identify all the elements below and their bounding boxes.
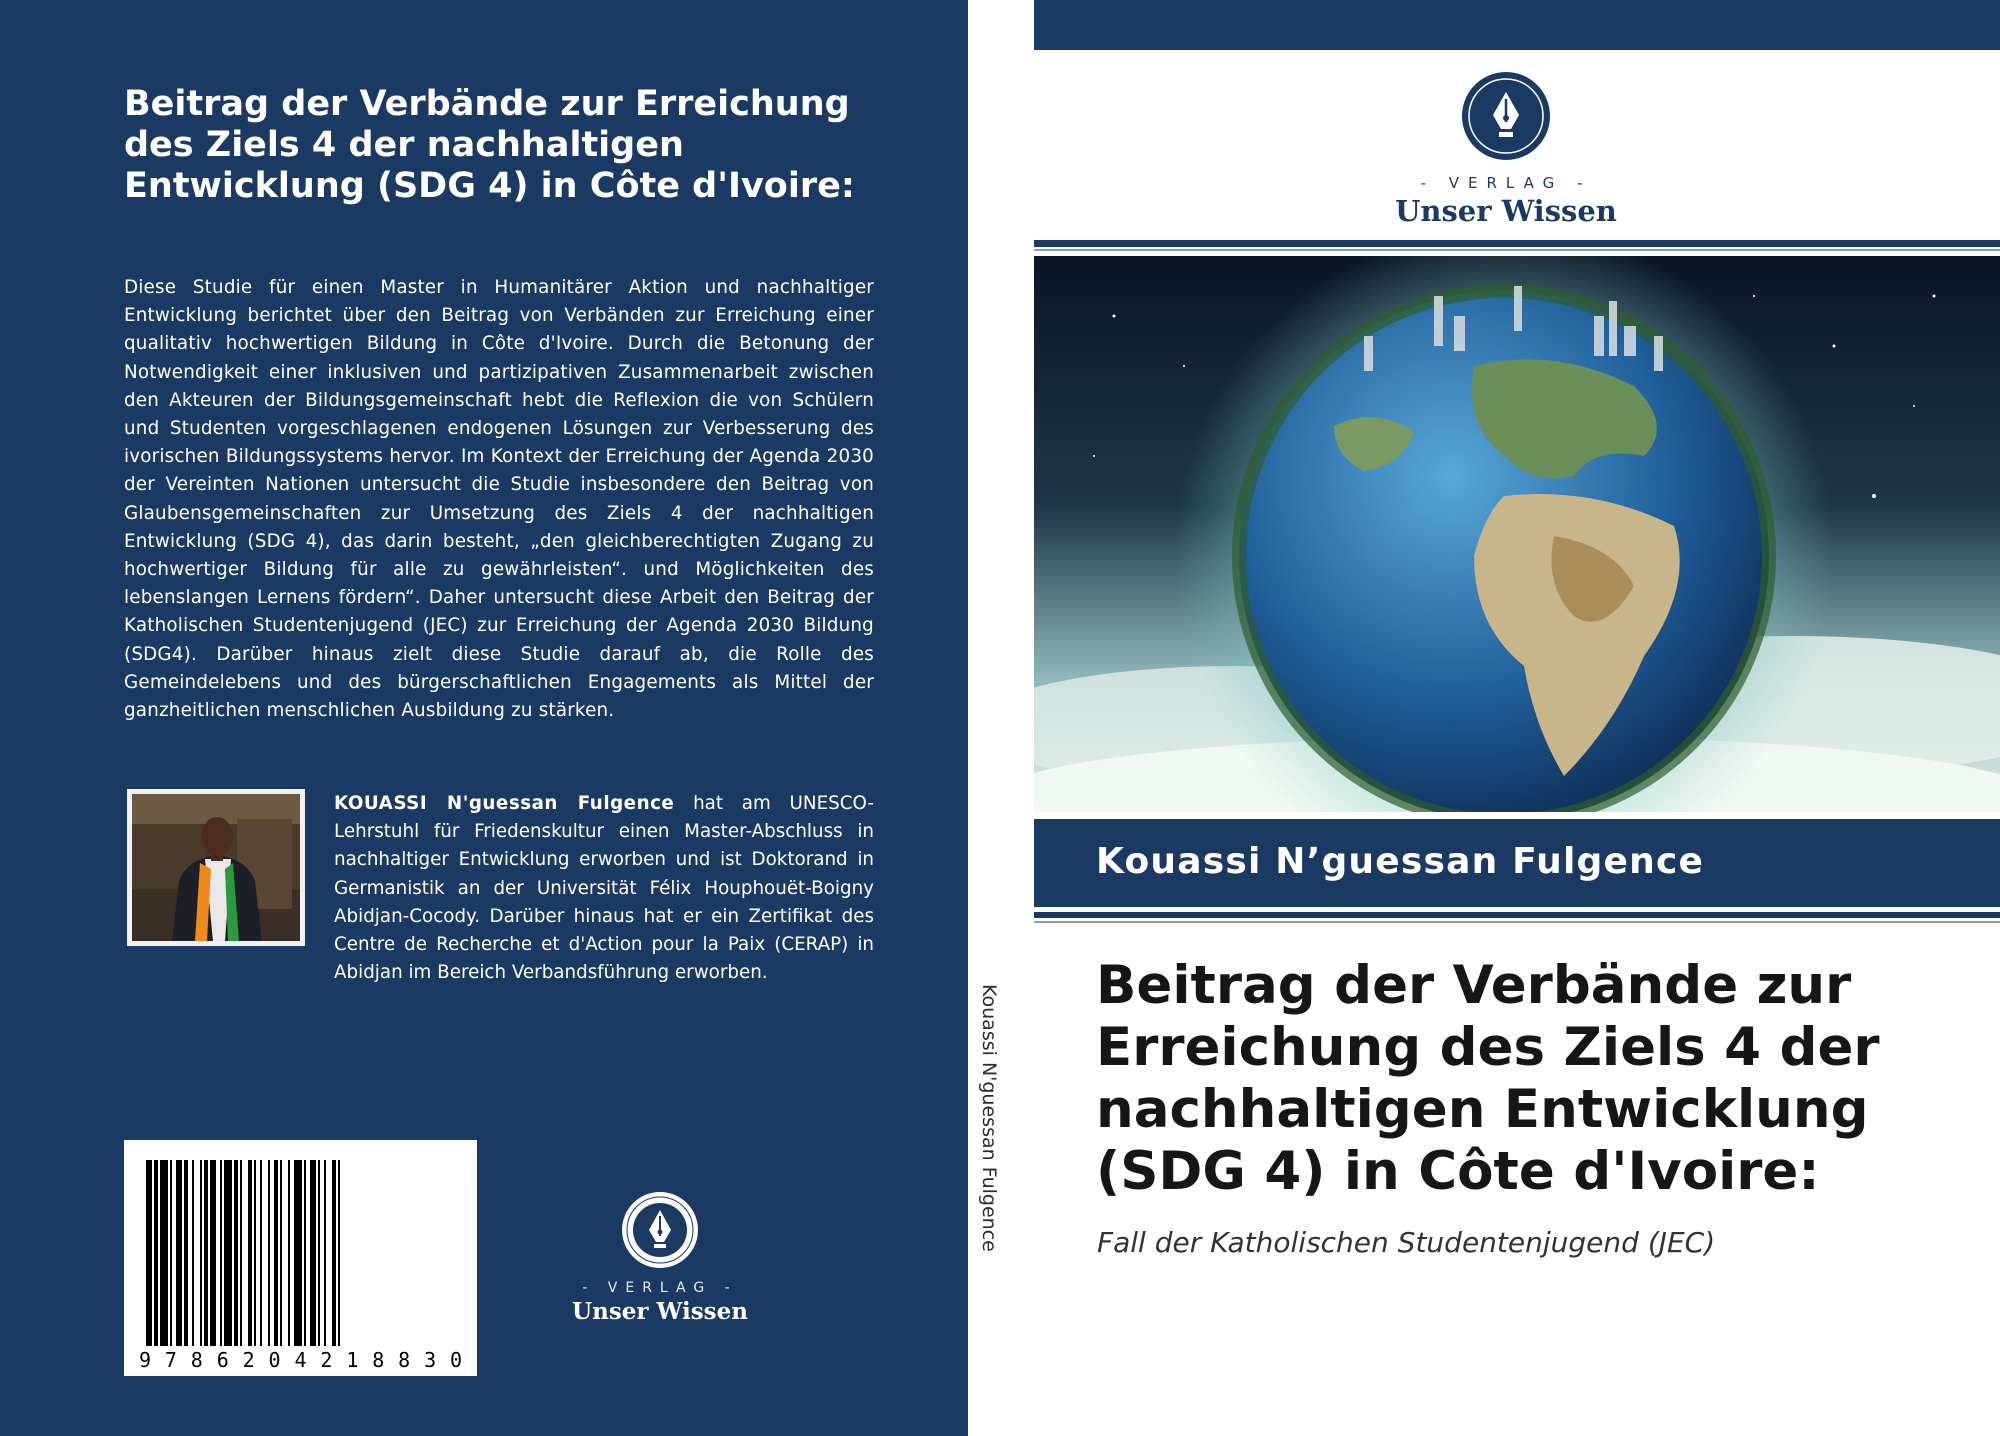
- barcode-bar: [224, 1160, 232, 1346]
- isbn-barcode: [124, 1140, 477, 1376]
- publisher-verlag-label: - VERLAG -: [582, 1280, 738, 1296]
- isbn-digit: 8: [372, 1348, 385, 1372]
- barcode-bar: [200, 1160, 202, 1346]
- isbn-digit: 2: [242, 1348, 255, 1372]
- barcode-bar: [192, 1160, 194, 1346]
- barcode-bar: [160, 1160, 168, 1346]
- cover-globe-image: [1034, 256, 2000, 816]
- isbn-digit: 8: [190, 1348, 203, 1372]
- back-cover-title: Beitrag der Verbände zur Erreichung des Ziels 4 der nachhaltigen Entwicklung (SDG 4) in Côte d'Ivoire:: [124, 84, 855, 206]
- back-publisher-logo: [560, 1190, 760, 1325]
- isbn-digit: 2: [320, 1348, 333, 1372]
- barcode-bar: [294, 1160, 302, 1346]
- front-cover-title: Beitrag der Verbände zur Erreichung des Ziels 4 der nachhaltigen Entwicklung (SDG 4) in Côte d'Ivoire:: [1096, 955, 1880, 1202]
- isbn-digit: 9: [138, 1348, 151, 1372]
- barcode-bar: [338, 1160, 340, 1346]
- front-author-name: Kouassi N’guessan Fulgence: [1096, 841, 1705, 882]
- barcode-bar: [146, 1160, 152, 1346]
- author-photo: [127, 789, 305, 946]
- spine-author: Kouassi N'guessan Fulgence: [978, 984, 1000, 1252]
- barcode-bar: [204, 1160, 208, 1346]
- publisher-name: Unser Wissen: [572, 1298, 748, 1325]
- barcode-bar: [248, 1160, 252, 1346]
- barcode-bar: [176, 1160, 182, 1346]
- isbn-digit: 7: [164, 1348, 177, 1372]
- barcode-bars: [124, 1140, 477, 1376]
- barcode-bar: [288, 1160, 290, 1346]
- publisher-verlag-label: - VERLAG -: [1420, 174, 1592, 192]
- barcode-bar: [220, 1160, 222, 1346]
- top-divider: [1034, 240, 2000, 247]
- isbn-number: [124, 1348, 477, 1372]
- barcode-bar: [324, 1160, 326, 1346]
- author-bio-text: hat am UNESCO-Lehrstuhl für Friedenskultur einen Master-Abschluss in nachhaltiger Entwicklung erworben und ist Doktorand in Germanistik an der Universität Félix Houphouët-Boigny Abidjan-Cocody. Darüber hinaus hat er ein Zertifikat des Centre de Recherche et d'Action pour la Paix (CERAP) in Abidjan im Bereich Verbandsführung erworben.: [334, 793, 874, 984]
- barcode-bar: [154, 1160, 158, 1346]
- front-author-band: [1034, 819, 2000, 907]
- barcode-bar: [274, 1160, 278, 1346]
- author-bio: [334, 790, 874, 987]
- barcode-bar: [184, 1160, 188, 1346]
- isbn-digit: 1: [346, 1348, 359, 1372]
- isbn-digit: 0: [450, 1348, 463, 1372]
- barcode-bar: [240, 1160, 242, 1346]
- top-divider-thin: [1034, 249, 2000, 251]
- barcode-bar: [280, 1160, 282, 1346]
- publisher-seal-icon: [1460, 70, 1552, 162]
- image-bottom-gap: [1034, 812, 2000, 816]
- back-cover-blurb: Diese Studie für einen Master in Humanitärer Aktion und nachhaltiger Entwicklung berichtet über den Beitrag von Verbänden zur Erreichung einer qualitativ hochwertigen Bildung in Côte d'Ivoire. Durch die Betonung der Notwendigkeit einer inklusiven und partizipativen Zusammenarbeit zwischen den Akteuren der Bildungsgemeinschaft hebt die Reflexion die von Schülern und Studenten vorgeschlagenen endogenen Lösungen zur Verbesserung des ivorischen Bildungssystems hervor. Im Kontext der Erreichung der Agenda 2030 der Vereinten Nationen untersucht die Studie insbesondere den Beitrag von Glaubensgemeinschaften zur Umsetzung des Ziels 4 der nachhaltigen Entwicklung (SDG 4), das darin besteht, „den gleichberechtigten Zugang zu hochwertiger Bildung für alle zu gewährleisten“. und Möglichkeiten des lebenslangen Lernens fördern“. Daher untersucht diese Arbeit den Beitrag der Katholischen Studentenjugend (JEC) zur Erreichung der Agenda 2030 Bildung (SDG4). Darüber hinaus zielt diese Studie darauf ab, die Rolle des Gemeindelebens und des bürgerschaftlichen Engagements als Mittel der ganzheitlichen menschlichen Ausbildung zu stärken.: [124, 277, 874, 722]
- globe-illustration: [1034, 256, 2000, 816]
- barcode-bar: [332, 1160, 336, 1346]
- isbn-digit: 6: [216, 1348, 229, 1372]
- barcode-bar: [260, 1160, 262, 1346]
- front-top-bar: [1034, 0, 2000, 50]
- barcode-bar: [304, 1160, 306, 1346]
- author-portrait-image: [127, 789, 305, 946]
- barcode-bar: [310, 1160, 316, 1346]
- isbn-digit: 0: [268, 1348, 281, 1372]
- front-cover-subtitle: Fall der Katholischen Studentenjugend (JEC): [1097, 1226, 1716, 1259]
- bottom-divider: [1034, 912, 2000, 918]
- barcode-bar: [254, 1160, 256, 1346]
- author-bio-name: KOUASSI N'guessan Fulgence: [334, 793, 675, 814]
- isbn-digit: 4: [294, 1348, 307, 1372]
- barcode-bar: [170, 1160, 172, 1346]
- barcode-bar: [234, 1160, 238, 1346]
- barcode-bar: [318, 1160, 320, 1346]
- barcode-bar: [210, 1160, 216, 1346]
- isbn-digit: 8: [398, 1348, 411, 1372]
- isbn-digit: 3: [424, 1348, 437, 1372]
- publisher-name: Unser Wissen: [1395, 194, 1617, 228]
- front-publisher-logo: [1386, 70, 1626, 228]
- bottom-divider-thin: [1034, 921, 2000, 923]
- barcode-bar: [268, 1160, 270, 1346]
- publisher-seal-icon: [620, 1190, 700, 1270]
